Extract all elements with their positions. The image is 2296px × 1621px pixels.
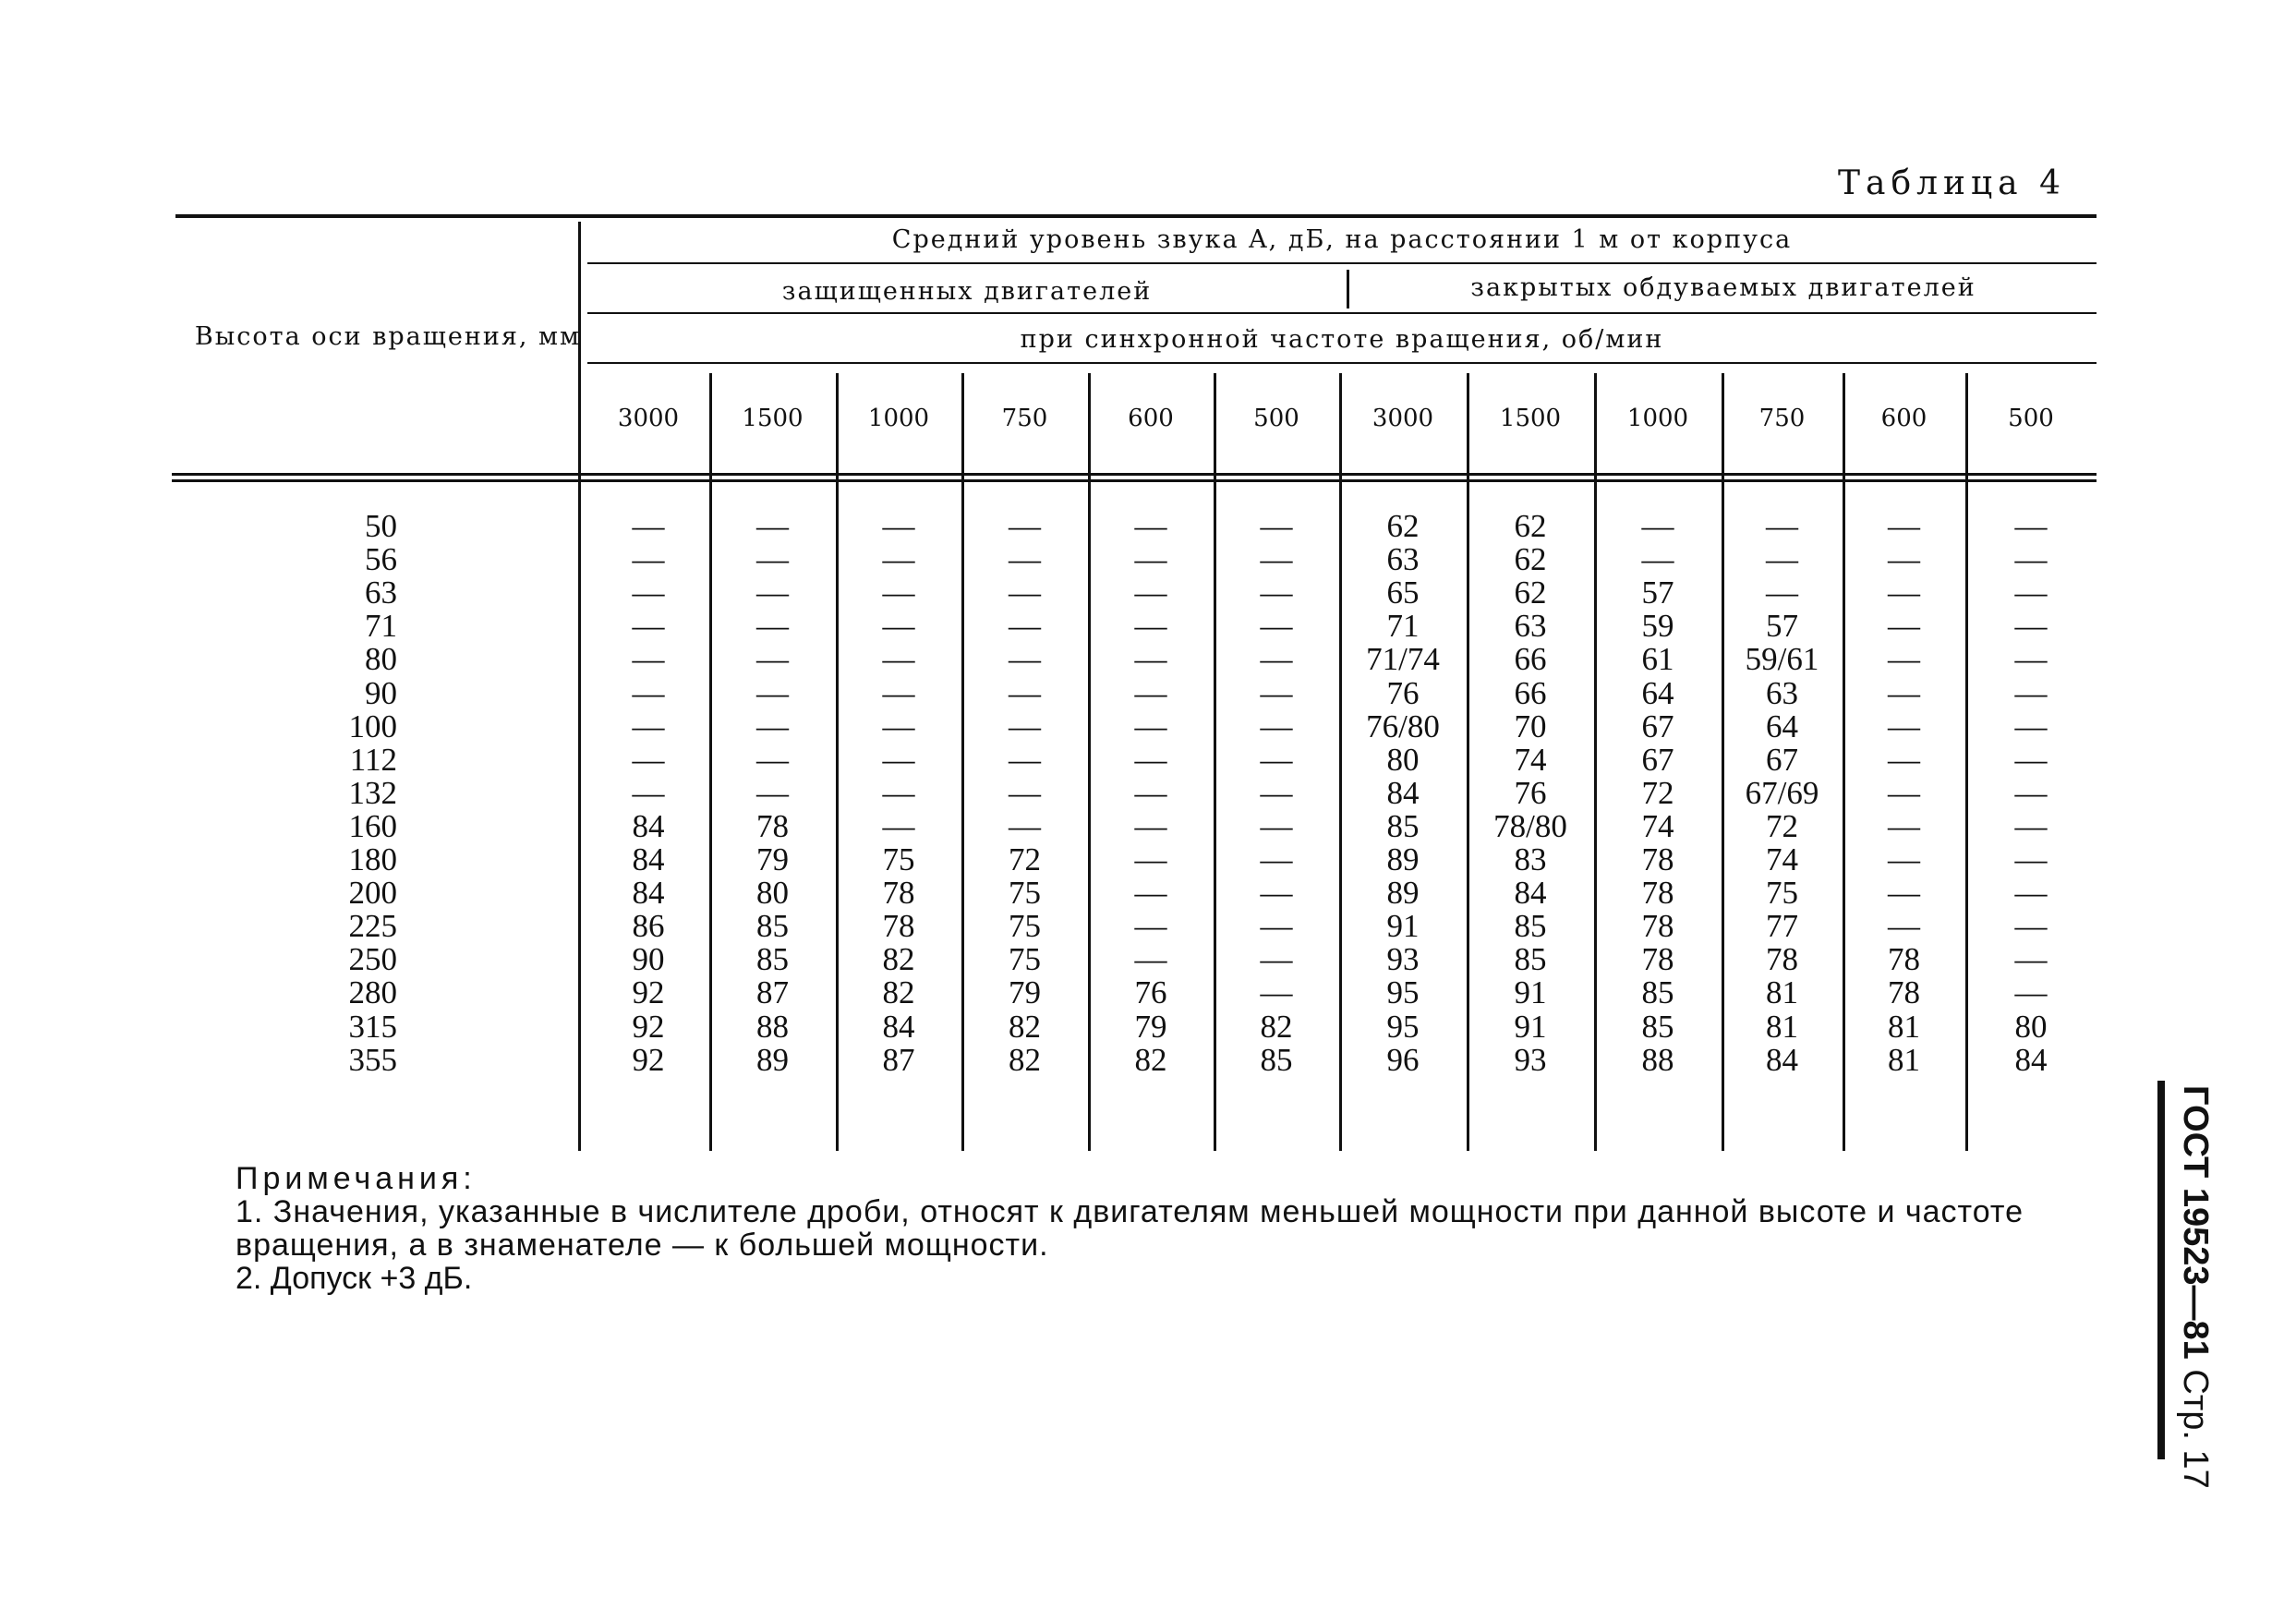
table-cell: —: [1260, 841, 1293, 877]
table-cell: 79: [1009, 974, 1041, 1011]
row-height-cell: 90: [365, 674, 397, 711]
table-cell: —: [1888, 807, 1920, 844]
page-number: Стр. 17: [2176, 1369, 2215, 1489]
table-cell: —: [1260, 641, 1293, 678]
table-cell: 59: [1641, 608, 1674, 645]
table-cell: 81: [1888, 1041, 1920, 1078]
table-cell: —: [1888, 908, 1920, 945]
table-cell: —: [1134, 708, 1167, 744]
table-cell: 72: [1641, 774, 1674, 811]
table-cell: 93: [1514, 1041, 1547, 1078]
table-cell: 84: [1386, 774, 1420, 811]
table-cell: —: [2014, 974, 2048, 1011]
table-cell: —: [882, 674, 915, 711]
table-cell: —: [632, 708, 665, 744]
table-cell: —: [1009, 608, 1041, 645]
table-cell: —: [1641, 508, 1674, 544]
table-cell: 86: [632, 908, 665, 945]
speed-header: 500: [1253, 405, 1299, 432]
table-cell: —: [1134, 741, 1167, 778]
speed-header: 3000: [1372, 405, 1434, 432]
table-cell: —: [756, 641, 789, 678]
table-top-rule: [175, 214, 2097, 218]
table-cell: 84: [2014, 1041, 2048, 1078]
table-cell: 71: [1386, 608, 1420, 645]
table-cell: —: [1134, 875, 1167, 912]
table-cell: 72: [1766, 807, 1798, 844]
table-cell: 71/74: [1366, 641, 1440, 678]
table-cell: 67/69: [1745, 774, 1819, 811]
table-cell: 85: [1260, 1041, 1293, 1078]
speed-header: 3000: [617, 405, 680, 432]
table-cell: —: [1134, 807, 1167, 844]
table-cell: —: [632, 541, 665, 578]
table-cell: 78/80: [1493, 807, 1567, 844]
speed-header: 750: [1758, 405, 1806, 432]
table-cell: 66: [1514, 674, 1547, 711]
table-cell: —: [882, 708, 915, 744]
table-cell: —: [1134, 674, 1167, 711]
notes-title: Примечания:: [236, 1161, 477, 1196]
table-cell: 91: [1514, 974, 1547, 1011]
row-height-cell: 80: [365, 641, 397, 678]
table-cell: —: [1009, 807, 1041, 844]
table-cell: —: [1009, 641, 1041, 678]
table-cell: 85: [1514, 941, 1547, 978]
table-cell: 91: [1514, 1008, 1547, 1045]
speed-header: 1000: [1626, 405, 1689, 432]
table-cell: 75: [1009, 941, 1041, 978]
row-height-cell: 355: [348, 1041, 397, 1078]
table-cell: 78: [882, 908, 915, 945]
table-cell: 82: [1009, 1041, 1041, 1078]
table-cell: —: [756, 541, 789, 578]
table-cell: —: [1009, 741, 1041, 778]
table-cell: —: [1766, 575, 1798, 611]
table-cell: —: [1260, 608, 1293, 645]
row-height-cell: 132: [348, 774, 397, 811]
table-cell: 78: [1641, 841, 1674, 877]
row-height-cell: 50: [365, 508, 397, 544]
table-cell: 82: [1260, 1008, 1293, 1045]
table-cell: —: [1888, 608, 1920, 645]
table-cell: 75: [1009, 875, 1041, 912]
table-cell: —: [756, 741, 789, 778]
table-cell: —: [756, 508, 789, 544]
row-height-cell: 100: [348, 708, 397, 744]
table-cell: —: [756, 575, 789, 611]
table-cell: —: [1260, 508, 1293, 544]
row-height-cell: 112: [349, 741, 397, 778]
table-cell: —: [1134, 575, 1167, 611]
table-cell: 74: [1641, 807, 1674, 844]
row-height-cell: 160: [348, 807, 397, 844]
table-cell: 78: [1641, 908, 1674, 945]
table-cell: —: [632, 508, 665, 544]
table-cell: 85: [1386, 807, 1420, 844]
row-height-cell: 250: [348, 941, 397, 978]
table-cell: —: [1260, 575, 1293, 611]
table-cell: 88: [1641, 1041, 1674, 1078]
table-cell: 64: [1766, 708, 1798, 744]
table-cell: 61: [1641, 641, 1674, 678]
row-height-cell: 225: [348, 908, 397, 945]
header-bottom-rule: [172, 473, 2097, 476]
table-cell: 95: [1386, 974, 1420, 1011]
speed-header: 600: [1128, 405, 1174, 432]
table-cell: —: [1134, 508, 1167, 544]
table-cell: —: [882, 608, 915, 645]
table-cell: —: [1134, 774, 1167, 811]
note-2: 2. Допуск +3 дБ.: [236, 1261, 473, 1296]
table-cell: —: [1888, 508, 1920, 544]
table-cell: 80: [756, 875, 789, 912]
table-cell: —: [632, 674, 665, 711]
table-cell: —: [882, 807, 915, 844]
table-cell: 67: [1641, 741, 1674, 778]
table-cell: 62: [1514, 508, 1547, 544]
table-cell: —: [1260, 708, 1293, 744]
note-1: 1. Значения, указанные в числителе дроби, относят к двигателям меньшей мощности при данной высоте и частоте вращения, а в знаменателе — к большей мощности.: [236, 1194, 2024, 1263]
table-cell: —: [2014, 941, 2048, 978]
table-cell: 62: [1514, 541, 1547, 578]
table-cell: 77: [1766, 908, 1798, 945]
table-cell: 76: [1386, 674, 1420, 711]
table-cell: 76: [1514, 774, 1547, 811]
table-cell: —: [1260, 774, 1293, 811]
table-cell: 57: [1766, 608, 1798, 645]
header-bottom-rule-2: [172, 479, 2097, 482]
table-cell: 62: [1514, 575, 1547, 611]
table-cell: —: [632, 741, 665, 778]
margin-rule: [2157, 1081, 2165, 1459]
table-cell: 84: [882, 1008, 915, 1045]
group-closed-header: закрытых обдуваемых двигателей: [1470, 273, 1976, 302]
table-cell: —: [1009, 708, 1041, 744]
speed-header: 1000: [867, 405, 930, 432]
table-cell: 81: [1766, 1008, 1798, 1045]
table-cell: 81: [1766, 974, 1798, 1011]
table-cell: —: [1260, 807, 1293, 844]
table-cell: 78: [756, 807, 789, 844]
table-cell: 82: [882, 941, 915, 978]
table-cell: —: [1260, 674, 1293, 711]
table-cell: —: [882, 641, 915, 678]
table-cell: 82: [882, 974, 915, 1011]
table-cell: 78: [1766, 941, 1798, 978]
row-height-cell: 315: [348, 1008, 397, 1045]
table-cell: 92: [632, 974, 665, 1011]
table-cell: —: [632, 608, 665, 645]
table-cell: 78: [1888, 974, 1920, 1011]
stub-column-rule: [578, 222, 581, 1151]
table-cell: 84: [632, 841, 665, 877]
table-cell: 84: [1514, 875, 1547, 912]
table-cell: —: [882, 774, 915, 811]
table-cell: 85: [756, 908, 789, 945]
table-cell: —: [756, 708, 789, 744]
table-cell: 81: [1888, 1008, 1920, 1045]
table-cell: 78: [1641, 941, 1674, 978]
header-rule-speed-label: [587, 362, 2097, 364]
table-cell: 80: [1386, 741, 1420, 778]
table-cell: —: [2014, 508, 2048, 544]
table-cell: 85: [756, 941, 789, 978]
table-cell: 75: [1009, 908, 1041, 945]
table-cell: 79: [756, 841, 789, 877]
table-cell: —: [1888, 841, 1920, 877]
table-cell: 85: [1641, 1008, 1674, 1045]
table-cell: 57: [1641, 575, 1674, 611]
table-cell: 67: [1766, 741, 1798, 778]
table-cell: 89: [1386, 875, 1420, 912]
stub-header: Высота оси вращения, мм: [194, 322, 582, 351]
table-cell: —: [1260, 974, 1293, 1011]
table-cell: —: [1134, 908, 1167, 945]
speed-header: 600: [1880, 405, 1927, 432]
table-cell: —: [2014, 875, 2048, 912]
table-cell: —: [1260, 908, 1293, 945]
table-cell: 59/61: [1745, 641, 1819, 678]
table-cell: —: [1766, 541, 1798, 578]
table-cell: —: [2014, 608, 2048, 645]
row-height-cell: 56: [365, 541, 397, 578]
speed-header: 750: [1001, 405, 1048, 432]
table-cell: 87: [882, 1041, 915, 1078]
row-height-cell: 63: [365, 575, 397, 611]
table-cell: —: [1134, 641, 1167, 678]
table-cell: —: [1260, 941, 1293, 978]
table-cell: —: [1134, 941, 1167, 978]
table-cell: —: [1888, 674, 1920, 711]
table-cell: —: [2014, 908, 2048, 945]
row-height-cell: 280: [348, 974, 397, 1011]
table-cell: 62: [1386, 508, 1420, 544]
table-cell: —: [1888, 641, 1920, 678]
table-cell: —: [1009, 541, 1041, 578]
table-cell: 96: [1386, 1041, 1420, 1078]
table-cell: —: [1134, 541, 1167, 578]
table-cell: —: [1641, 541, 1674, 578]
table-cell: —: [2014, 674, 2048, 711]
table-cell: 70: [1514, 708, 1547, 744]
table-cell: 78: [882, 875, 915, 912]
notes: [236, 1162, 2101, 1295]
table-cell: —: [632, 575, 665, 611]
table-cell: 64: [1641, 674, 1674, 711]
main-header: Средний уровень звука A, дБ, на расстоянии 1 м от корпуса: [891, 225, 1793, 254]
speed-header: 1500: [1499, 405, 1562, 432]
speed-header: 1500: [742, 405, 804, 432]
table-cell: 63: [1386, 541, 1420, 578]
table-caption: Таблица 4: [1838, 164, 2066, 202]
table-cell: —: [882, 541, 915, 578]
table-cell: 74: [1514, 741, 1547, 778]
table-cell: 90: [632, 941, 665, 978]
table-cell: 75: [882, 841, 915, 877]
table-cell: —: [756, 774, 789, 811]
table-cell: —: [2014, 641, 2048, 678]
table-cell: —: [1009, 774, 1041, 811]
table-cell: —: [1888, 875, 1920, 912]
table-cell: —: [2014, 807, 2048, 844]
row-height-cell: 71: [365, 608, 397, 645]
table-cell: 93: [1386, 941, 1420, 978]
table-cell: 95: [1386, 1008, 1420, 1045]
table-cell: 75: [1766, 875, 1798, 912]
margin-text: [2175, 1085, 2215, 1489]
header-rule-groups: [587, 312, 2097, 314]
table-cell: —: [2014, 774, 2048, 811]
table-cell: 76: [1134, 974, 1167, 1011]
table-cell: 63: [1514, 608, 1547, 645]
table-cell: —: [1888, 708, 1920, 744]
table-cell: 91: [1386, 908, 1420, 945]
table-cell: 87: [756, 974, 789, 1011]
table-cell: 72: [1009, 841, 1041, 877]
table-cell: —: [2014, 575, 2048, 611]
header-rule-main: [587, 262, 2097, 264]
table-cell: 82: [1134, 1041, 1167, 1078]
group-divider-rule: [1347, 270, 1349, 308]
table-cell: —: [1888, 541, 1920, 578]
table-cell: 74: [1766, 841, 1798, 877]
speed-label-header: при синхронной частоте вращения, об/мин: [1020, 325, 1664, 354]
table-cell: —: [2014, 708, 2048, 744]
table-cell: —: [2014, 541, 2048, 578]
table-cell: —: [1260, 875, 1293, 912]
table-cell: —: [1009, 508, 1041, 544]
table-cell: —: [882, 508, 915, 544]
table-cell: 89: [1386, 841, 1420, 877]
table-cell: 66: [1514, 641, 1547, 678]
table-cell: —: [756, 608, 789, 645]
table-cell: 85: [1514, 908, 1547, 945]
table-cell: —: [1009, 575, 1041, 611]
table-cell: —: [1134, 608, 1167, 645]
table-cell: —: [1134, 841, 1167, 877]
table-cell: —: [1260, 541, 1293, 578]
table-cell: 89: [756, 1041, 789, 1078]
table-cell: —: [632, 774, 665, 811]
table-cell: —: [1888, 741, 1920, 778]
table-cell: —: [2014, 741, 2048, 778]
table-cell: 84: [632, 875, 665, 912]
table-cell: —: [1260, 741, 1293, 778]
row-height-cell: 180: [348, 841, 397, 877]
table-cell: 67: [1641, 708, 1674, 744]
table-cell: 92: [632, 1008, 665, 1045]
table-cell: 80: [2014, 1008, 2048, 1045]
table-cell: 84: [1766, 1041, 1798, 1078]
table-cell: 85: [1641, 974, 1674, 1011]
group-protected-header: защищенных двигателей: [781, 277, 1153, 306]
table-cell: —: [882, 575, 915, 611]
table-cell: 79: [1134, 1008, 1167, 1045]
table-cell: —: [1766, 508, 1798, 544]
table-cell: 88: [756, 1008, 789, 1045]
table-cell: 76/80: [1366, 708, 1440, 744]
table-cell: 65: [1386, 575, 1420, 611]
table-cell: —: [1888, 774, 1920, 811]
table-cell: —: [1888, 575, 1920, 611]
table-cell: 63: [1766, 674, 1798, 711]
standard-number: ГОСТ 19523—81: [2176, 1085, 2215, 1360]
table-cell: —: [882, 741, 915, 778]
table-cell: 78: [1641, 875, 1674, 912]
table-cell: 82: [1009, 1008, 1041, 1045]
row-height-cell: 200: [348, 875, 397, 912]
table-cell: —: [756, 674, 789, 711]
table-cell: —: [632, 641, 665, 678]
table-cell: 78: [1888, 941, 1920, 978]
table-cell: 84: [632, 807, 665, 844]
table-cell: 83: [1514, 841, 1547, 877]
table-cell: 92: [632, 1041, 665, 1078]
speed-header: 500: [2008, 405, 2054, 432]
table-cell: —: [2014, 841, 2048, 877]
table-cell: —: [1009, 674, 1041, 711]
